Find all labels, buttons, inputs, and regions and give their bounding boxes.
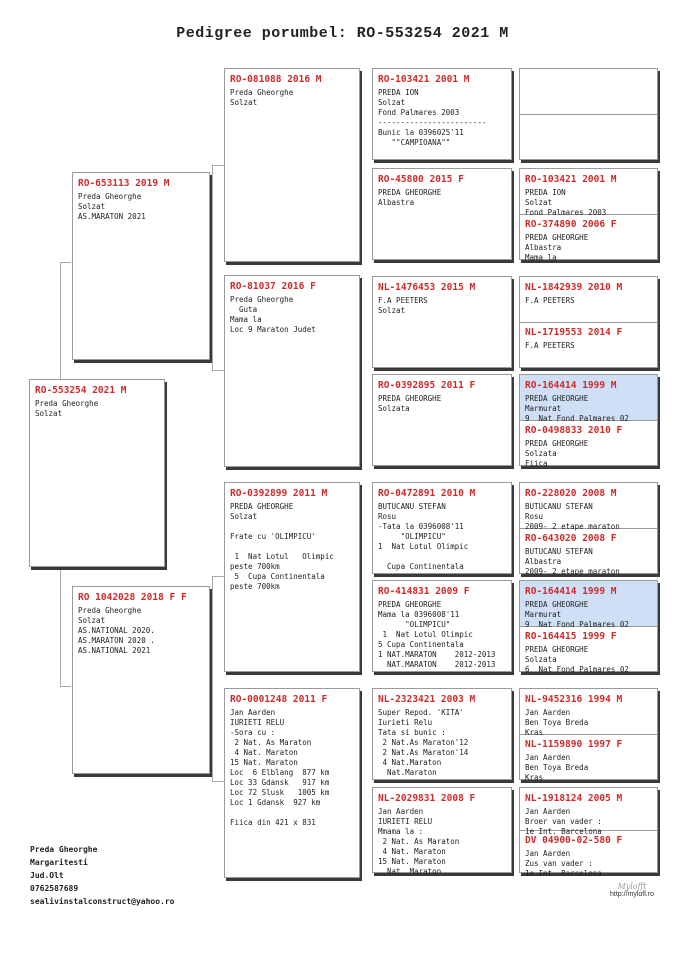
grandparent-card[interactable] — [224, 482, 360, 672]
pigeon-details: Preda Gheorghe Solzat — [230, 88, 294, 107]
watermark-signature: Mylofft — [617, 882, 647, 891]
ring-number: RO-45800 2015 F — [378, 174, 464, 185]
pigeon-details: PREDA GHEORGHE Albastra — [378, 188, 442, 207]
great-grandparent-card[interactable] — [372, 580, 512, 672]
ring-number: RO-0001248 2011 F — [230, 694, 328, 705]
ring-number: NL-1918124 2005 M — [525, 793, 623, 804]
great-grandparent-card[interactable] — [372, 168, 512, 260]
grandparent-card[interactable] — [224, 688, 360, 878]
pigeon-details: Preda Gheorghe Solzat AS.NATIONAL 2020. AS.MARATON 2020 . AS.NATIONAL 2021 — [78, 606, 155, 655]
pigeon-details: PREDA GHEORGHE Solzata 6 Nat Fond Palmares 02 — [525, 645, 629, 674]
breeder-county: Jud.Olt — [30, 871, 64, 880]
pigeon-details: Jan Aarden Zus van vader : 1e Int. Barcelona — [525, 849, 602, 878]
pigeon-details: Jan Aarden IURIETI RELU -Sora cu : 2 Nat. As Maraton 4 Nat. Maraton 15 Nat. Maraton Loc 6 Elblang 877 km Loc 33 Gdansk 917 km Loc 72 Slusk 1005 km Loc 1 Gdansk 927 km Fiica din 421 x 831 — [230, 708, 330, 827]
pigeon-details: F.A PEETERS — [525, 296, 575, 305]
breeder-contact — [30, 843, 175, 908]
ring-number: RO-103421 2001 M — [525, 174, 617, 185]
ring-number: RO-228020 2008 M — [525, 488, 617, 499]
great-grandparent-card[interactable] — [372, 482, 512, 574]
ggg-sire — [520, 483, 657, 529]
ring-number: RO-653113 2019 M — [78, 178, 170, 189]
ggg-sire — [520, 69, 657, 115]
ring-number: RO-553254 2021 M — [35, 385, 127, 396]
ring-number: RO-0498833 2010 F — [525, 425, 623, 436]
ggg-pair-card[interactable] — [519, 68, 658, 160]
ring-number: RO-164414 1999 M — [525, 380, 617, 391]
ring-number: DV 04900-02-580 F — [525, 835, 623, 846]
ring-number: RO-081088 2016 M — [230, 74, 322, 85]
ggg-sire — [520, 277, 657, 323]
ggg-dam — [520, 830, 657, 878]
father-card[interactable] — [72, 172, 210, 360]
ggg-pair-card[interactable] — [519, 580, 658, 672]
pigeon-details: PREDA GHEORGHE Solzat Frate cu 'OLIMPICU' 1 Nat Lotul Olimpic peste 700km 5 Cupa Continentala peste 700km — [230, 502, 334, 591]
ggg-sire — [520, 788, 657, 836]
ggg-sire — [520, 581, 657, 627]
subject-card[interactable] — [29, 379, 165, 567]
grandparent-card[interactable] — [224, 275, 360, 467]
ring-number: NL-9452316 1994 M — [525, 694, 623, 705]
pigeon-details: BUTUCANU STEFAN Rosu 2009- 2 etape maraton — [525, 502, 620, 531]
pigeon-details: Jan Aarden Broer van vader : 1e Int. Barcelona — [525, 807, 602, 836]
ggg-dam — [520, 528, 657, 576]
ring-number: RO-0472891 2010 M — [378, 488, 476, 499]
pigeon-details: PREDA GHEORGHE Solzata Fiica — [525, 439, 589, 468]
pigeon-details: PREDA ION Solzat Fond Palmares 2003 ------------------------ Bunic la 0396025'11 ""CAMPIOANA"" — [378, 88, 487, 147]
pigeon-details: F.A PEETERS — [525, 341, 575, 350]
ring-number — [520, 69, 657, 77]
ggg-pair-card[interactable] — [519, 787, 658, 878]
mother-card[interactable] — [72, 586, 210, 774]
pigeon-details: BUTUCANU STEFAN Rosu -Tata la 0396008'11 "OLIMPICU" 1 Nat Lotul Olimpic Cupa Continentala — [378, 502, 469, 571]
pigeon-details: Super Repod. 'KITA' Iurieti Relu Tata si bunic : 2 Nat.As Maraton'12 2 Nat.As Maraton'14 4 Nat.Maraton Nat.Maraton — [378, 708, 469, 777]
pigeon-details: PREDA GHEORGHE Marmurat 9 Nat Fond Palmares 02 — [525, 394, 629, 423]
pigeon-details: Preda Gheorghe Solzat AS.MARATON 2021 — [78, 192, 146, 221]
pigeon-details: Jan Aarden Ben Toya Breda Kras — [525, 708, 589, 737]
grandparent-card[interactable] — [224, 68, 360, 262]
ggg-sire — [520, 689, 657, 735]
ring-number: RO-164414 1999 M — [525, 586, 617, 597]
great-grandparent-card[interactable] — [372, 68, 512, 160]
ring-number: NL-1842939 2010 M — [525, 282, 623, 293]
pigeon-details: PREDA GHEORGHE Solzata — [378, 394, 442, 413]
great-grandparent-card[interactable] — [372, 688, 512, 780]
ring-number: RO-374890 2006 F — [525, 219, 617, 230]
ring-number: NL-1476453 2015 M — [378, 282, 476, 293]
ring-number: RO-81037 2016 F — [230, 281, 316, 292]
pigeon-details: PREDA ION Solzat Fond Palmares 2003 — [525, 188, 607, 217]
ring-number: RO-0392899 2011 M — [230, 488, 328, 499]
ring-number — [520, 114, 657, 122]
pigeon-details: Preda Gheorghe Solzat — [35, 399, 99, 418]
watermark-url[interactable]: http://mylofl.ro — [610, 891, 654, 898]
page-title: Pedigree porumbel: RO-553254 2021 M — [176, 25, 509, 42]
ring-number: RO-103421 2001 M — [378, 74, 470, 85]
pigeon-details: PREDA GHEORGHE Marmurat 9 Nat Fond Palmares 02 — [525, 600, 629, 629]
ggg-dam — [520, 114, 657, 159]
great-grandparent-card[interactable] — [372, 276, 512, 368]
ring-number: NL-2323421 2003 M — [378, 694, 476, 705]
great-grandparent-card[interactable] — [372, 374, 512, 466]
ring-number: RO-643020 2008 F — [525, 533, 617, 544]
ggg-dam — [520, 214, 657, 262]
pigeon-details: F.A PEETERS Solzat — [378, 296, 428, 315]
ggg-dam — [520, 322, 657, 367]
breeder-locality: Margaritesti — [30, 858, 88, 867]
pigeon-details: BUTUCANU STEFAN Albastra 2009- 2 etape maraton — [525, 547, 620, 576]
ring-number: RO-414831 2009 F — [378, 586, 470, 597]
ggg-dam — [520, 734, 657, 782]
breeder-phone: 0762587689 — [30, 884, 79, 893]
pigeon-details: Jan Aarden Ben Toya Breda Kras — [525, 753, 589, 782]
ring-number: RO-0392895 2011 F — [378, 380, 476, 391]
ggg-pair-card[interactable] — [519, 168, 658, 260]
breeder-email[interactable]: sealivinstalconstruct@yahoo.ro — [30, 897, 175, 906]
pigeon-details: PREDA GHEORGHE Albastra Mama la — [525, 233, 589, 262]
great-grandparent-card[interactable] — [372, 787, 512, 876]
breeder-name: Preda Gheorghe — [30, 845, 98, 854]
ggg-pair-card[interactable] — [519, 482, 658, 574]
ring-number: NL-1719553 2014 F — [525, 327, 623, 338]
ggg-sire — [520, 375, 657, 421]
pigeon-details: PREDA GHEORGHE Mama la 0396008'11 "OLIMPICU" 1 Nat Lotul Olimpic 5 Cupa Continentala 1 NAT.MARATON 2012-2013 NAT.MARATON 2012-2013 — [378, 600, 496, 669]
ring-number: RO 1042028 2018 F F — [78, 592, 187, 603]
ggg-dam — [520, 420, 657, 468]
pigeon-details: Jan Aarden IURIETI RELU Mmama la : 2 Nat. As Maraton 4 Nat. Maraton 15 Nat. Maraton Nat. Maraton — [378, 807, 460, 876]
ggg-pair-card[interactable] — [519, 688, 658, 780]
watermark — [602, 882, 662, 898]
ggg-pair-card[interactable] — [519, 276, 658, 368]
ggg-sire — [520, 169, 657, 215]
ring-number: NL-2029831 2008 F — [378, 793, 476, 804]
pigeon-details: Preda Gheorghe Guta Mama la Loc 9 Maraton Judet — [230, 295, 316, 334]
ring-number: RO-164415 1999 F — [525, 631, 617, 642]
ggg-dam — [520, 626, 657, 674]
ring-number: NL-1159890 1997 F — [525, 739, 623, 750]
ggg-pair-card[interactable] — [519, 374, 658, 466]
